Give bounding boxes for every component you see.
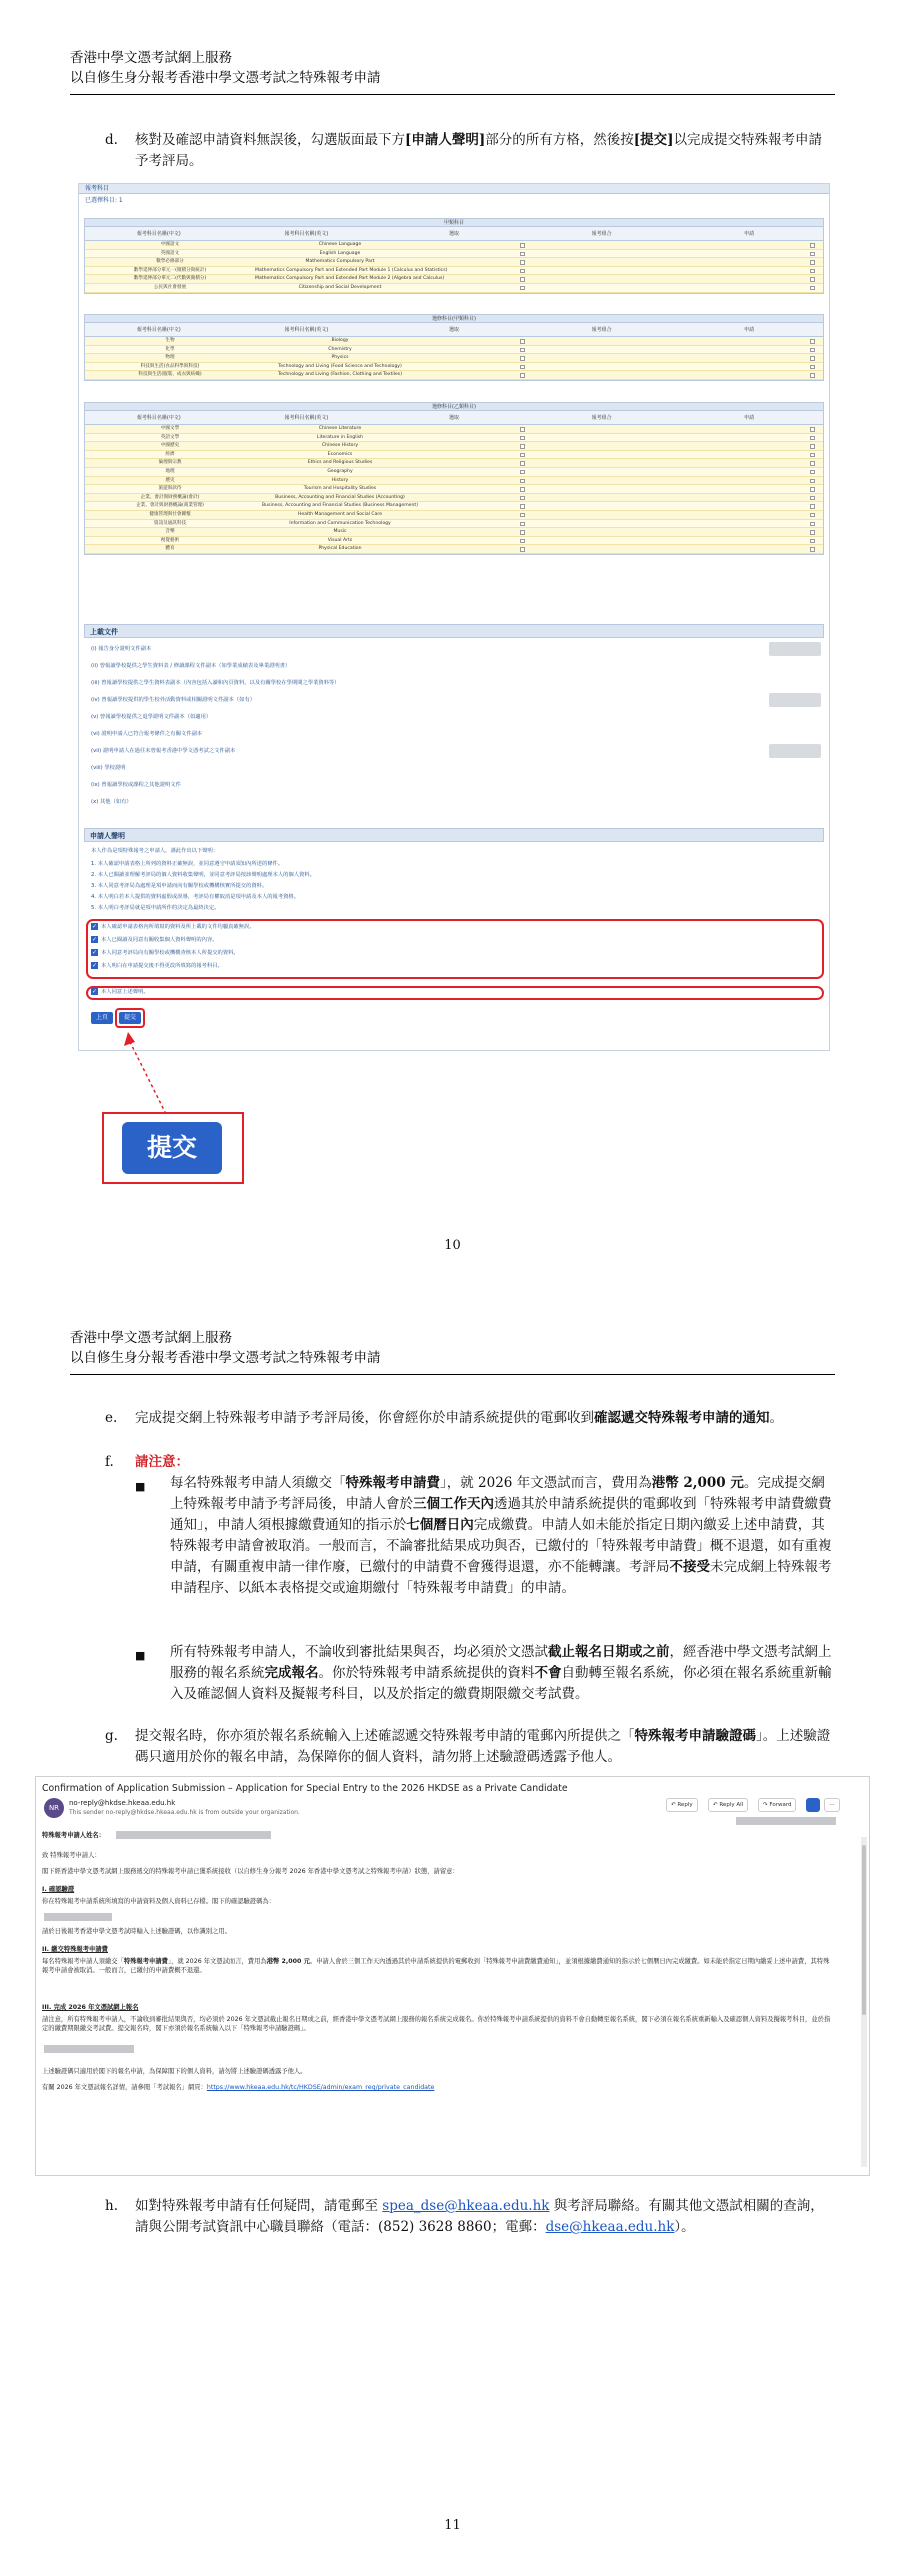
upload-item: (vi) 證明申請人已符合報考條件之有關文件副本: [91, 731, 203, 737]
table-row: [85, 363, 823, 372]
subject-name-en: Chinese Literature: [318, 426, 362, 431]
subject-options: [425, 346, 823, 354]
cat-b-title: 選修科目(甲類科目): [85, 315, 823, 323]
subject-checkbox[interactable]: [810, 504, 815, 509]
form-breadcrumb: 已選擇科目: 1: [85, 197, 123, 204]
email-salute: 致 特殊報考申請人：: [42, 1852, 101, 1859]
subject-name-en: Mathematics Compulsory Part and Extended Part Module 2 (Algebra and Calculus): [255, 276, 445, 282]
subject-name-en: Chinese History: [321, 443, 359, 449]
subject-name-en: Citizenship and Social Development: [298, 284, 382, 290]
subject-options: [425, 275, 823, 283]
subject-name-zh: 物理: [165, 355, 175, 361]
subject-checkbox[interactable]: [810, 339, 815, 344]
subject-checkbox[interactable]: [520, 427, 525, 432]
subject-name-zh: 旅遊與款待: [158, 486, 182, 492]
subject-name-zh: 音樂: [165, 529, 175, 535]
subject-options: [425, 502, 823, 510]
header-line-2: 以自修生身分報考香港中學文憑考試之特殊報考申請: [70, 70, 381, 86]
cat-a-title: 甲類科目: [85, 219, 823, 227]
cat-c-title: 選修科目(乙類科目): [85, 403, 823, 411]
declaration-line: 3. 本人同意考評局為處理是項申請而向有關學校或機構核實所提交的資料。: [91, 883, 268, 889]
subject-checkbox[interactable]: [810, 436, 815, 441]
scrollbar-thumb[interactable]: [862, 1845, 866, 2015]
redacted-code-2: [44, 2045, 134, 2053]
subject-name-zh: 數學延伸部分單元一(微積分與統計): [133, 267, 207, 273]
email-sender: no-reply@hkdse.hkeaa.edu.hk: [69, 1799, 176, 1807]
table-row: [85, 267, 823, 276]
subject-name-zh: 經濟: [165, 451, 175, 457]
email-sec2-text: 每名特殊報考申請人須繳交「特殊報考申請費」，就 2026 年文憑試而言，費用為港幣 2,000 元。申請人會於三個工作天內透過其於申請系統提供的電郵收到「特殊報考申請費繳費通知」，並須根據繳費通知的指示於七個曆日內完成繳費。如未能於指定日期內繳妥上述申請費，其特殊報考申請會被取消。一般而言，已繳付的申請費概不退還。: [42, 1958, 830, 1974]
subject-name-zh: 數學必修部分: [156, 259, 184, 265]
subject-checkbox[interactable]: [520, 496, 525, 501]
subject-name-en: Geography: [327, 468, 353, 474]
subject-name-zh: 數學延伸部分單元二(代數與微積分): [133, 276, 207, 282]
subject-name-en: Ethics and Religious Studies: [307, 460, 373, 466]
redacted-code: [44, 1913, 112, 1921]
declaration-intro: 本人作為是項特殊報考之申請人，謹此作出以下聲明：: [91, 848, 219, 854]
subject-name-en: Physics: [331, 355, 349, 361]
subject-checkbox[interactable]: [810, 530, 815, 535]
subject-checkbox[interactable]: [520, 277, 525, 282]
subject-name-en: Mathematics Compulsory Part: [305, 259, 375, 265]
subject-options: [425, 511, 823, 519]
subject-name-zh: 健康管理與社會關懷: [149, 511, 191, 517]
step-e-label: e.: [105, 1410, 118, 1426]
subject-checkbox[interactable]: [810, 487, 815, 492]
declaration-checkbox-label: 本人已閱讀及同意有關收集個人資料聲明的內容。: [101, 937, 218, 943]
avatar: NR: [44, 1798, 64, 1818]
subject-checkbox[interactable]: [810, 461, 815, 466]
upload-item: (iv) 曾報讀學校提供的學生校外活動資料或相關證明文件副本（如有）: [91, 697, 256, 703]
subject-checkbox[interactable]: [520, 513, 525, 518]
table-row: [85, 284, 823, 293]
subject-name-zh: 科技與生活(服裝、成衣與紡織): [138, 372, 202, 378]
upload-item: (iii) 曾報讀學校提供之學生資料表副本（內容包括入讀和內頁資料，以及有關學校在學期間之學業資料等）: [91, 680, 340, 686]
subject-checkbox[interactable]: [520, 470, 525, 475]
table-row: [85, 258, 823, 267]
subject-checkbox[interactable]: [810, 365, 815, 370]
subject-name-zh: 視覺藝術: [160, 537, 180, 543]
table-row: [85, 250, 823, 259]
subject-options: [425, 477, 823, 485]
subject-name-en: Literature in English: [316, 434, 364, 440]
declaration-checkbox-item[interactable]: [91, 936, 791, 945]
checkbox-checked-icon[interactable]: ✓: [91, 962, 98, 969]
upload-item: (vii) 證明申請人在過往未曾報考香港中學文憑考試之文件副本: [91, 748, 236, 754]
subject-checkbox[interactable]: [810, 348, 815, 353]
email-subject: Confirmation of Application Submission – Application for Special Entry to the 2026 HKDSE as a Private Candidate: [42, 1783, 568, 1794]
subject-name-zh: 資訊及通訊科技: [153, 520, 187, 526]
header-line-1: 香港中學文憑考試網上服務: [70, 1330, 232, 1346]
subject-name-en: Business, Accounting and Financial Studies (Business Management): [261, 503, 419, 509]
subject-checkbox[interactable]: [810, 470, 815, 475]
form-screenshot: [78, 183, 830, 1051]
checkbox-checked-icon[interactable]: ✓: [91, 936, 98, 943]
subject-table-cat-c: [84, 402, 824, 555]
table-row: [85, 545, 823, 554]
subject-checkbox[interactable]: [810, 513, 815, 518]
more-options-icon[interactable]: ···: [824, 1798, 840, 1812]
step-d-label: d.: [105, 132, 118, 148]
subject-options: [425, 494, 823, 502]
subject-checkbox[interactable]: [810, 243, 815, 248]
subject-options: [425, 371, 823, 379]
subject-checkbox[interactable]: [520, 461, 525, 466]
subject-table-cat-b: [84, 314, 824, 381]
subject-checkbox[interactable]: [810, 444, 815, 449]
declaration-line: 5. 本人明白考評局就是項申請所作的決定為最終決定。: [91, 905, 220, 911]
dse-email-link[interactable]: dse@hkeaa.edu.hk: [545, 2219, 675, 2235]
subject-name-zh: 英語文學: [160, 434, 180, 440]
email-screenshot: [35, 1776, 870, 2176]
declaration-checkbox-label: 本人明白在申請提交後不得更改所填寫的報考科目。: [101, 963, 223, 969]
subject-name-zh: 科技與生活(食品科學與科技): [140, 363, 200, 369]
checkbox-checked-icon[interactable]: ✓: [91, 988, 98, 995]
header-line-2: 以自修生身分報考香港中學文憑考試之特殊報考申請: [70, 1350, 381, 1366]
subject-checkbox[interactable]: [810, 252, 815, 257]
redacted-name: [116, 1831, 271, 1839]
subject-checkbox[interactable]: [810, 427, 815, 432]
step-h-label: h.: [105, 2198, 118, 2214]
reply-all-icon: ↶: [713, 1802, 720, 1808]
subject-options: [425, 250, 823, 258]
step-f-bullet-1: 每名特殊報考申請人須繳交「特殊報考申請費」，就 2026 年文憑試而言，費用為港幣 2,000 元。完成提交網上特殊報考申請予考評局後，申請人會於三個工作天內透過其於申請系統提供的電郵收到「特殊報考申請費繳費通知」，申請人須根據繳費通知的指示於七個曆日內完成繳費。申請人如未能於指定日期內繳妥上述申請費，其特殊報考申請會被取消。一般而言，不論審批結果成功與否，已繳付的「特殊報考申請費」概不退還，如有重複申請，有關重複申請一律作廢，已繳付的申請費不會獲得退還，亦不能轉讓。考評局不接受未完成網上特殊報考申請程序、以紙本表格提交或逾期繳付「特殊報考申請費」的申請。: [170, 1475, 832, 1596]
subject-checkbox[interactable]: [520, 243, 525, 248]
submit-button-enlarged[interactable]: 提交: [122, 1122, 222, 1174]
subject-name-en: Technology and Living (Fashion, Clothing and Textiles): [278, 372, 402, 378]
header-divider: [70, 1374, 835, 1375]
subject-name-zh: 體育: [165, 546, 175, 552]
subject-name-zh: 化學: [165, 346, 175, 352]
upload-item: (x) 其他（如有）: [91, 799, 132, 805]
form-topbar: 報考科目: [79, 184, 829, 194]
checkbox-checked-icon[interactable]: ✓: [91, 923, 98, 930]
declaration-checkbox-item[interactable]: [91, 923, 791, 932]
table-row: [85, 511, 823, 520]
subject-checkbox[interactable]: [810, 277, 815, 282]
subject-name-zh: 歷史: [165, 477, 175, 483]
upload-section-title: 上載文件: [84, 624, 824, 638]
subject-name-en: Economics: [327, 451, 353, 457]
step-f-bullet-2: 所有特殊報考申請人，不論收到審批結果與否，均必須於文憑試截止報名日期或之前，經香港中學文憑考試網上服務的報名系統完成報名。你於特殊報考申請系統提供的資料不會自動轉至報名系統，你必須在報名系統重新輸入及確認個人資料及擬報考科目，以及於指定的繳費期限繳交考試費。: [170, 1644, 832, 1702]
spea-email-link[interactable]: spea_dse@hkeaa.edu.hk: [382, 2198, 550, 2214]
subject-options: [425, 537, 823, 545]
step-d-text: 核對及確認申請資料無誤後，勾選版面最下方[申請人聲明]部分的所有方格，然後按[提交]以完成提交特殊報考申請予考評局。: [135, 132, 823, 169]
table-row: [85, 502, 823, 511]
subject-options: [425, 258, 823, 266]
forward-button[interactable]: ↷ Forward: [758, 1798, 796, 1812]
upload-button[interactable]: [769, 642, 821, 656]
upload-button[interactable]: [769, 693, 821, 707]
subject-checkbox[interactable]: [810, 260, 815, 265]
subject-checkbox[interactable]: [520, 539, 525, 544]
subject-name-zh: 地理: [165, 468, 175, 474]
subject-checkbox[interactable]: [520, 339, 525, 344]
subject-name-en: Biology: [331, 338, 349, 343]
email-more-info: 有關 2026 年文憑試報名詳情，請參閱「考試報名」網頁：https://www.hkeaa.edu.hk/tc/HKDSE/admin/exam_reg/private_candidate: [42, 2084, 435, 2091]
subject-options: [425, 442, 823, 450]
subject-name-zh: 生物: [165, 338, 175, 343]
cat-b-col-headers: 報考科目名稱(中文) 報考科目名稱(英文) 選取 報考組合 申請: [85, 323, 823, 337]
step-h-text: 如對特殊報考申請有任何疑問，請電郵至 spea_dse@hkeaa.edu.hk 與考評局聯絡。有關其他文憑試相關的查詢，請與公開考試資訊中心職員聯絡（電話：(852) 3628 8860；電郵：dse@hkeaa.edu.hk）。: [135, 2198, 824, 2235]
step-g-label: g.: [105, 1728, 118, 1744]
table-row: [85, 477, 823, 486]
step-e-text: 完成提交網上特殊報考申請予考評局後，你會經你於申請系統提供的電郵收到確認遞交特殊報考申請的通知。: [135, 1410, 783, 1426]
subject-checkbox[interactable]: [520, 530, 525, 535]
highlight-agree-checkbox: [86, 986, 824, 1000]
step-g-text: 提交報名時，你亦須於報名系統輸入上述確認遞交特殊報考申請的電郵內所提供之「特殊報考申請驗證碼」。上述驗證碼只適用於你的報名申請，為保障你的個人資料，請勿將上述驗證碼透露予他人。: [135, 1728, 831, 1765]
registration-link[interactable]: https://www.hkeaa.edu.hk/tc/HKDSE/admin/exam_reg/private_candidate: [206, 2084, 435, 2091]
declaration-line: 1. 本人確認申請表格上所列的資料正確無誤，並同意遵守申請須知內所述的條件。: [91, 861, 284, 867]
subject-options: [425, 434, 823, 442]
subject-name-zh: 中國文學: [160, 426, 180, 431]
external-sender-note: This sender no-reply@hkdse.hkeaa.edu.hk is from outside your organization.: [69, 1809, 300, 1816]
header-divider: [70, 94, 835, 95]
subject-checkbox[interactable]: [520, 269, 525, 274]
declaration-checkbox-item[interactable]: [91, 962, 791, 971]
subject-name-zh: 倫理與宗教: [158, 460, 182, 466]
subject-name-en: Music: [333, 529, 347, 535]
subject-options: [425, 459, 823, 467]
back-button[interactable]: 上頁: [91, 1012, 113, 1024]
subject-checkbox[interactable]: [810, 356, 815, 361]
subject-name-zh: 中國語文: [160, 242, 180, 247]
page-number: 11: [444, 2518, 461, 2533]
subject-name-en: History: [331, 477, 349, 483]
table-row: [85, 459, 823, 468]
upload-item: (ix) 曾報讀學校或課程之其他證明文件: [91, 782, 181, 788]
table-row: [85, 537, 823, 546]
upload-item: (viii) 學校證明: [91, 765, 126, 771]
subject-options: [425, 284, 823, 292]
subject-name-en: Information and Communication Technology: [289, 520, 391, 526]
header-title: [70, 48, 835, 88]
subject-checkbox[interactable]: [520, 260, 525, 265]
declaration-checkbox-label: 本人確認申請表格內所填寫的資料及所上載的文件均屬真確無誤。: [101, 924, 255, 930]
declaration-checkbox-label: 本人同意上述聲明。: [101, 989, 149, 995]
highlight-submit-small: [115, 1008, 145, 1028]
subject-checkbox[interactable]: [520, 436, 525, 441]
bullet-icon: ■: [135, 1649, 146, 1662]
subject-name-en: Chinese Language: [318, 242, 362, 247]
subject-name-en: Mathematics Compulsory Part and Extended Part Module 1 (Calculus and Statistics): [255, 267, 448, 273]
table-row: [85, 442, 823, 451]
subject-name-zh: 英國語文: [160, 250, 180, 256]
declaration-checkbox-label: 本人同意考評局向有關學校或機構查核本人所提交的資料。: [101, 950, 239, 956]
table-row: [85, 494, 823, 503]
subject-checkbox[interactable]: [520, 356, 525, 361]
declaration-section-title: 申請人聲明: [84, 828, 824, 842]
table-row: [85, 425, 823, 434]
table-row: [85, 275, 823, 284]
table-row: [85, 468, 823, 477]
reply-button[interactable]: ↶ Reply: [666, 1798, 698, 1812]
cat-c-col-headers: 報考科目名稱(中文) 報考科目名稱(英文) 選取 報考組合 申請: [85, 411, 823, 425]
reply-icon: ↶: [671, 1802, 678, 1808]
subject-name-en: Physical Education: [318, 546, 362, 552]
declaration-line: 4. 本人明白若本人提供的資料虛假或誤導，考評局有權取消是項申請及本人的報考資格。: [91, 894, 300, 900]
subject-checkbox[interactable]: [520, 348, 525, 353]
subject-options: [425, 485, 823, 493]
subject-checkbox[interactable]: [520, 453, 525, 458]
step-f-heading: 請注意：: [135, 1454, 189, 1470]
checkbox-checked-icon[interactable]: ✓: [91, 949, 98, 956]
submit-button-small[interactable]: 提交: [119, 1012, 141, 1024]
subject-options: [425, 425, 823, 433]
redacted-date: [736, 1817, 836, 1825]
email-sec1-text: 你在特殊報考申請系統所填寫的申請資料及個人資料已存檔。閣下的確認驗證碼為：: [42, 1898, 275, 1905]
subject-options: [425, 468, 823, 476]
subject-checkbox[interactable]: [520, 373, 525, 378]
subject-checkbox[interactable]: [520, 286, 525, 291]
subject-name-zh: 公民與社會發展: [153, 284, 187, 290]
subject-checkbox[interactable]: [810, 479, 815, 484]
subject-options: [425, 520, 823, 528]
subject-name-en: English Language: [319, 250, 361, 256]
subject-checkbox[interactable]: [520, 504, 525, 509]
subject-name-en: Technology and Living (Food Science and Technology): [278, 363, 402, 369]
table-row: [85, 354, 823, 363]
table-row: [85, 371, 823, 380]
forward-icon: ↷: [763, 1802, 770, 1808]
subject-options: [425, 451, 823, 459]
upload-item: (ii) 曾報讀學校提供之學生資料表 / 修讀課程文件副本（如學業成績表及畢業證明書）: [91, 663, 291, 669]
subject-options: [425, 528, 823, 536]
subject-checkbox[interactable]: [810, 373, 815, 378]
subject-options: [425, 354, 823, 362]
subject-options: [425, 545, 823, 553]
header-line-1: 香港中學文憑考試網上服務: [70, 50, 232, 66]
subject-name-en: Tourism and Hospitality Studies: [303, 486, 377, 492]
subject-options: [425, 337, 823, 345]
subject-checkbox[interactable]: [810, 522, 815, 527]
upload-item: (v) 曾報讀學校提供之退學證明文件副本（如適用）: [91, 714, 212, 720]
table-row: [85, 241, 823, 250]
subject-checkbox[interactable]: [810, 286, 815, 291]
subject-checkbox[interactable]: [810, 547, 815, 552]
subject-options: [425, 363, 823, 371]
email-sec1-note: 請於日後報考香港中學文憑考試時輸入上述驗證碼，以作識別之用。: [42, 1928, 231, 1935]
bullet-icon: ■: [135, 1480, 146, 1493]
table-row: [85, 528, 823, 537]
table-row: [85, 485, 823, 494]
subject-checkbox[interactable]: [810, 269, 815, 274]
subject-checkbox[interactable]: [520, 444, 525, 449]
subject-name-en: Health Management and Social Care: [297, 511, 383, 517]
table-row: [85, 451, 823, 460]
teams-icon[interactable]: [806, 1798, 820, 1812]
declaration-checkbox-item[interactable]: [91, 949, 791, 958]
subject-checkbox[interactable]: [810, 453, 815, 458]
cat-a-col-headers: 報考科目名稱(中文) 報考科目名稱(英文) 選取 報考組合 申請: [85, 227, 823, 241]
email-sec3-text: 請注意，所有特殊報考申請人，不論收到審批結果與否，均必須於 2026 年文憑試截止報名日期或之前，經香港中學文憑考試網上服務的報名系統完成報名。你於特殊報考申請系統提供的資料不會自動轉至報名系統，閣下必須在報名系統重新輸入及確認個人資料及擬報考科目，並於指定的繳費期限繳交考試費。提交報名時，閣下亦須於報名系統輸入以下「特殊報考申請驗證碼」。: [42, 2016, 831, 2032]
upload-item: (i) 報告身分證明文件副本: [91, 646, 152, 652]
subject-name-en: Chemistry: [328, 346, 352, 352]
subject-name-zh: 企業、會計與財務概論(會計): [140, 494, 200, 500]
step-f-label: f.: [105, 1454, 114, 1470]
email-closing: 上述驗證碼只適用於閣下的報名申請，為保障閣下的個人資料，請勿將上述驗證碼透露予他人。: [42, 2068, 307, 2075]
table-row: [85, 337, 823, 346]
header-title: [70, 1328, 835, 1368]
subject-name-zh: 中國歷史: [160, 443, 180, 449]
subject-checkbox[interactable]: [520, 547, 525, 552]
subject-checkbox[interactable]: [520, 487, 525, 492]
upload-button[interactable]: [769, 744, 821, 758]
subject-checkbox[interactable]: [520, 522, 525, 527]
subject-options: [425, 267, 823, 275]
email-sec1-title: I. 確認驗證: [42, 1886, 75, 1893]
subject-checkbox[interactable]: [520, 252, 525, 257]
subject-name-en: Visual Arts: [327, 537, 353, 543]
subject-checkbox[interactable]: [810, 539, 815, 544]
subject-name-en: Business, Accounting and Financial Studies (Accounting): [275, 494, 405, 500]
subject-checkbox[interactable]: [810, 496, 815, 501]
subject-name-zh: 企業、會計與財務概論(商業管理): [136, 503, 204, 509]
subject-checkbox[interactable]: [520, 365, 525, 370]
email-greeting-name: 特殊報考申請人姓名：: [42, 1832, 105, 1839]
subject-options: [425, 241, 823, 249]
table-row: [85, 434, 823, 443]
table-row: [85, 520, 823, 529]
email-sec3-title: III. 完成 2026 年文憑試網上報名: [42, 2004, 139, 2011]
email-sec2-title: II. 繳交特殊報考申請費: [42, 1946, 108, 1953]
reply-all-button[interactable]: ↶ Reply All: [708, 1798, 748, 1812]
subject-table-cat-a: [84, 218, 824, 294]
arrow-icon: [118, 1028, 188, 1118]
table-row: [85, 346, 823, 355]
subject-checkbox[interactable]: [520, 479, 525, 484]
declaration-line: 2. 本人已閱讀並理解考評局的個人資料收集聲明，並同意考評局按該聲明處理本人的個人資料。: [91, 872, 315, 878]
email-intro: 閣下經香港中學文憑考試網上服務遞交的特殊報考申請已獲系統接收（以自修生身分報考 2026 年香港中學文憑考試之特殊報考申請）狀態，請留意：: [42, 1868, 459, 1875]
page-number: 10: [444, 1238, 461, 1253]
